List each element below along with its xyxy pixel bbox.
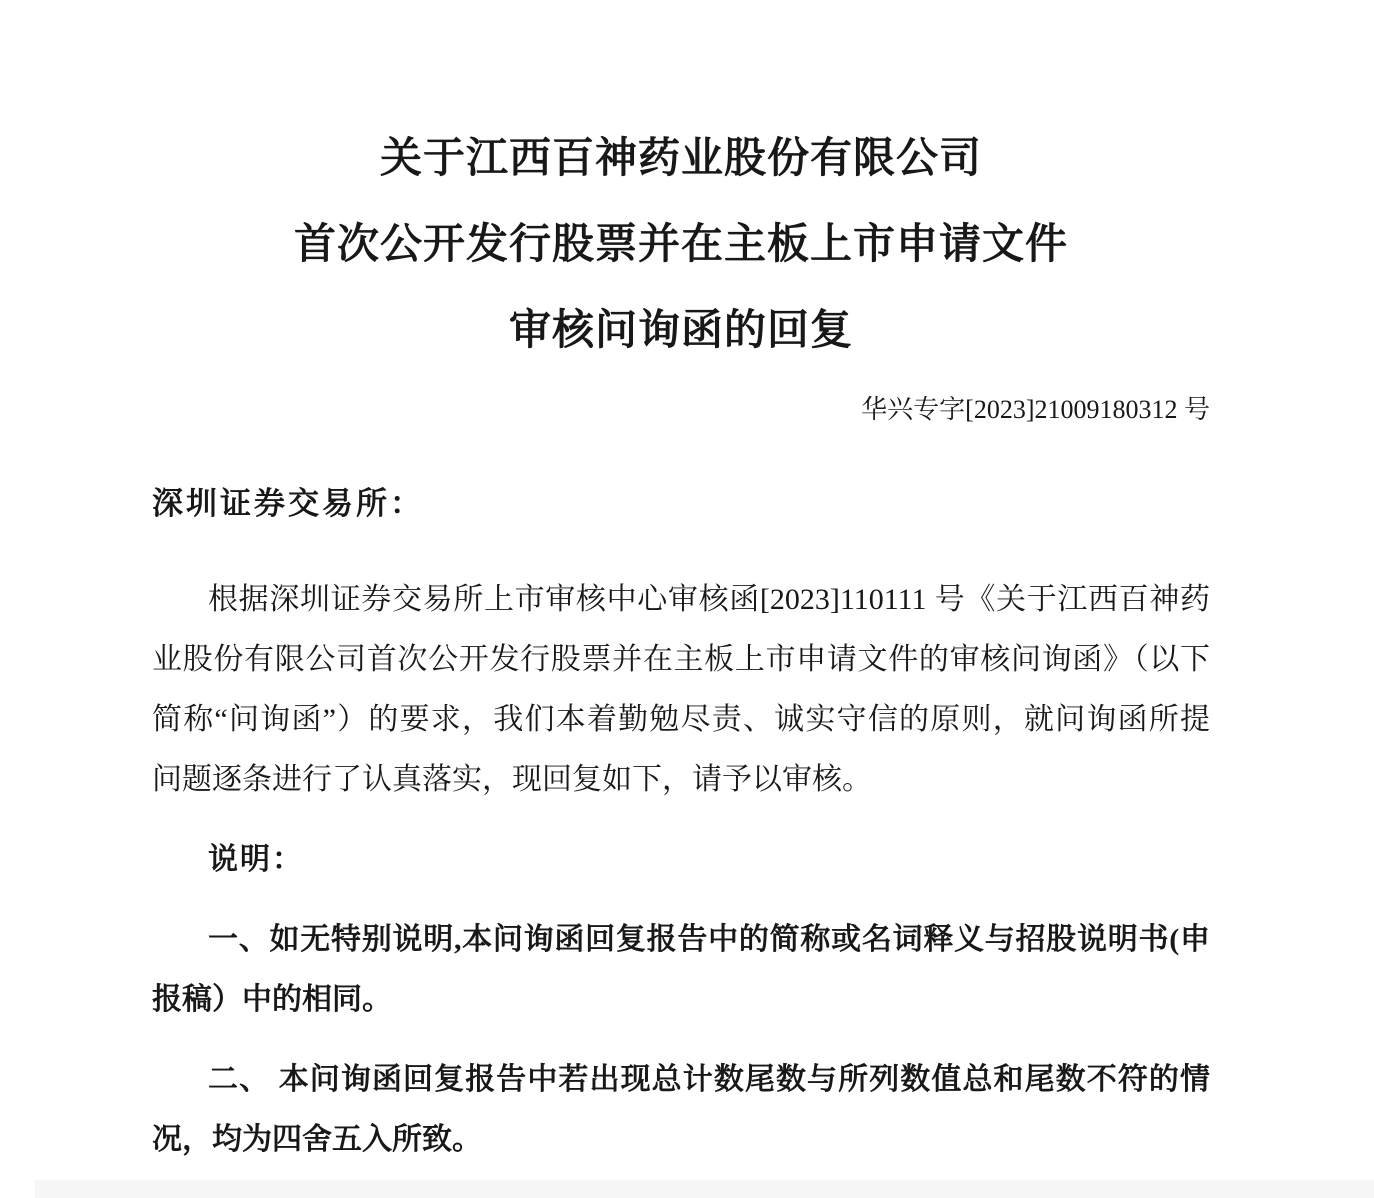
note-paragraph-1 — [152, 910, 1210, 1030]
document-title — [152, 0, 1210, 374]
intro-paragraph — [152, 570, 1210, 810]
intro-line-2: 业股份有限公司首次公开发行股票并在主板上市申请文件的审核问询函》（以下 — [152, 643, 1210, 676]
reference-number: 华兴专字[2023]21009180312 号 — [861, 395, 1210, 424]
intro-line-3: 简称“问询函”）的要求，我们本着勤勉尽责、诚实守信的原则，就问询函所提 — [152, 703, 1210, 736]
note1-line-2: 报稿）中的相同。 — [152, 983, 392, 1016]
title-line-1: 关于江西百神药业股份有限公司 — [379, 136, 982, 182]
salutation: 深圳证券交易所： — [152, 486, 424, 521]
intro-line-1: 根据深圳证券交易所上市审核中心审核函[2023]110111 号《关于江西百神药 — [208, 583, 1210, 616]
note1-line-1: 一、如无特别说明,本问询函回复报告中的简称或名词释义与招股说明书(申 — [208, 923, 1210, 956]
intro-line-4: 问题逐条进行了认真落实，现回复如下，请予以审核。 — [152, 763, 872, 796]
note-paragraph-2 — [152, 1050, 1210, 1170]
note2-line-2: 况，均为四舍五入所致。 — [152, 1123, 482, 1156]
title-line-2: 首次公开发行股票并在主板上市申请文件 — [293, 222, 1068, 268]
title-line-3: 审核问询函的回复 — [508, 308, 853, 354]
footer-band — [35, 1180, 1374, 1198]
note2-line-1: 二、 本问询函回复报告中若出现总计数尾数与所列数值总和尾数不符的情 — [208, 1063, 1210, 1096]
notes-heading: 说明： — [208, 843, 304, 876]
